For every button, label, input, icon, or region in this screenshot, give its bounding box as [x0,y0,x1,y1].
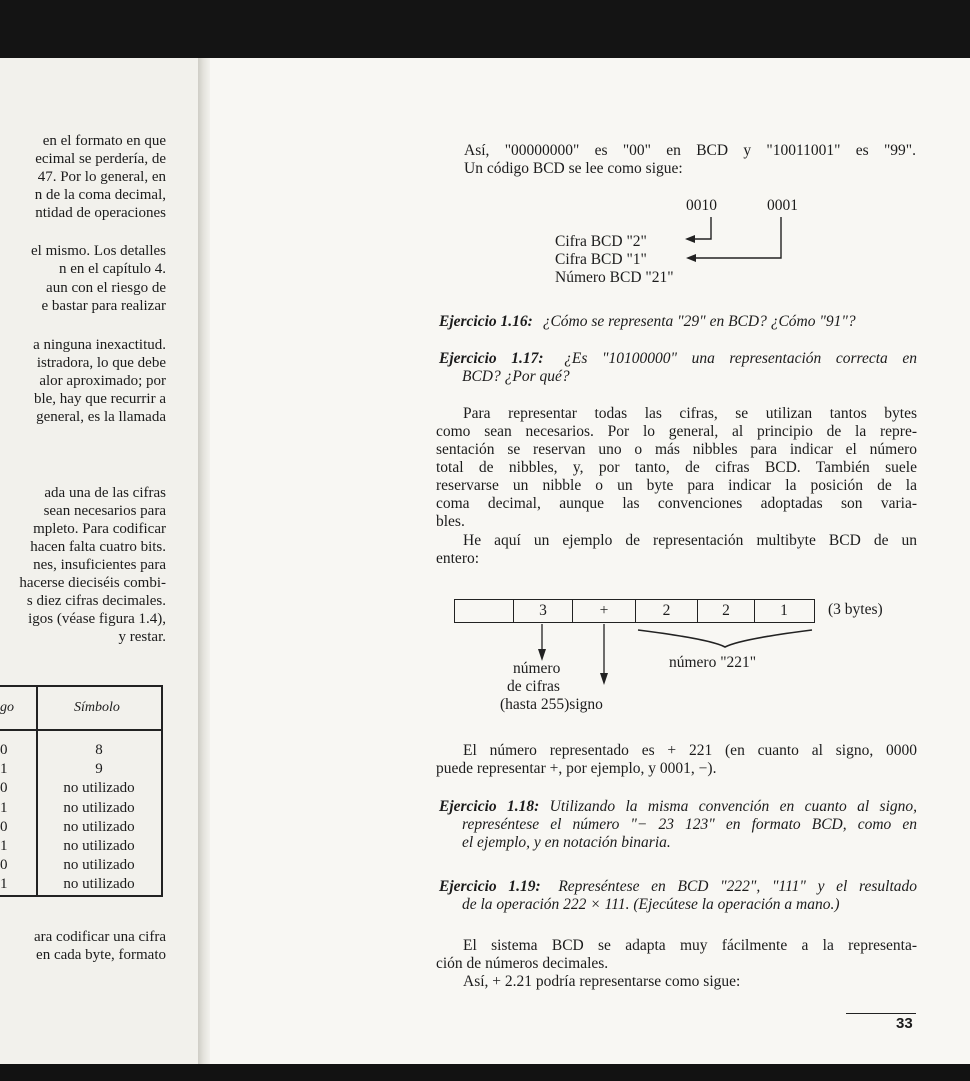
left-text-line: 47. Por lo general, en [37,169,166,185]
left-text-line: alor aproximado; por [39,373,166,389]
nibble-low: 0001 [767,197,798,214]
left-text-line: hacerse dieciséis combi- [19,575,166,591]
left-text-line: e bastar para realizar [41,298,166,314]
nibble-high: 0010 [686,197,717,214]
left-bottom-line: ara codificar una cifra [34,929,166,945]
para1-line-2: como sean necesarios. Por lo general, al principio de la repre- [436,423,917,440]
table-code-cell: 0 [0,857,8,874]
left-text-line: ecimal se perdería, de [35,151,166,167]
left-text-line: general, es la llamada [36,409,166,425]
table-symbol-cell: no utilizado [63,799,135,816]
para1-line-5: reservarse un nibble o un byte para indicar la posición de la [436,477,917,494]
left-text-line: ntidad de operaciones [35,205,166,221]
table-code-cell: 0 [0,780,8,797]
table-header-symbol: Símbolo [74,700,120,715]
left-text-line: n en el capítulo 4. [58,261,166,277]
page-number-rule [846,1013,916,1014]
byte-cell-digit-2b: 2 [698,600,755,622]
left-text-line: igos (véase figura 1.4), [28,611,166,627]
exercise-1-17-label: Ejercicio 1.17: [439,350,544,367]
left-text-line: hacen falta cuatro bits. [30,539,166,555]
table-code-cell: 1 [0,876,8,893]
table-symbol-cell: no utilizado [63,857,135,874]
left-text-line: mpleto. Para codificar [33,521,166,537]
byte-cell-count: 3 [514,600,573,622]
bcd-byte-strip [454,599,815,623]
para2-line-2: entero: [436,550,480,567]
table-code-cell: 0 [0,818,8,835]
exercise-1-18-label: Ejercicio 1.18: [439,798,540,815]
page-number: 33 [896,1015,913,1032]
exercise-1-16 [439,313,856,331]
para1-line-6: coma decimal, aunque las convenciones adoptadas son varia- [436,495,917,512]
label-numero-bcd: Número BCD "21" [555,269,674,286]
symbol-table-header-rule [0,729,161,731]
left-text-line: istradora, lo que debe [36,355,166,371]
para4-line-3: Así, + 2.21 podría representarse como sigue: [463,973,741,990]
left-text-line: en el formato en que [42,133,166,149]
left-text-line: sean necesarios para [43,503,166,519]
para1-line-3: sentación se reservan uno o más nibbles para indicar el número [436,441,917,458]
para3-line-1: El número representado es + 221 (en cuanto al signo, 0000 [463,742,917,759]
para1-line-4: total de nibbles, y, por tanto, de cifras BCD. También suele [436,459,917,476]
left-bottom-line: en cada byte, formato [36,947,166,963]
table-code-cell: 1 [0,799,8,816]
exercise-1-19-label: Ejercicio 1.19: [439,878,541,895]
exercise-1-18 [439,798,917,816]
intro-line-2: Un código BCD se lee como sigue: [464,160,683,177]
top-dark-band [0,0,970,60]
left-text-line: a ninguna inexactitud. [33,337,166,353]
exercise-1-18-line-1: Utilizando la misma convención en cuanto al signo, [549,798,917,815]
left-text-line: ble, hay que recurrir a [33,391,166,407]
exercise-1-17-text-1: ¿Es "10100000" una representación correcta en [564,350,917,367]
table-symbol-cell: no utilizado [63,876,135,893]
para4-line-2: ción de números decimales. [436,955,609,972]
exercise-1-19-line-2: de la operación 222 × 111. (Ejecútese la operación a mano.) [462,896,840,913]
exercise-1-19-line-1: Represéntese en BCD "222", "111" y el resultado [558,878,917,895]
left-text-line: n de la coma decimal, [34,187,166,203]
exercise-1-17 [439,350,917,368]
bcd-arrows [650,213,800,273]
exercise-1-18-line-2: represéntese el número "− 23 123" en formato BCD, como en [462,816,917,833]
left-page [0,58,200,1065]
count-label-1: número [513,660,561,677]
right-page [210,58,970,1065]
byte-cell-digit-2a: 2 [636,600,698,622]
byte-cell-digit-1: 1 [780,602,788,619]
table-code-cell: 1 [0,838,8,854]
exercise-1-16-text: ¿Cómo se representa "29" en BCD? ¿Cómo "91"? [542,313,856,330]
exercise-1-16-label: Ejercicio 1.16: [439,313,533,330]
table-symbol-cell: no utilizado [63,838,135,854]
para4-line-1: El sistema BCD se adapta muy fácilmente a la representa- [463,937,917,954]
left-text-line: el mismo. Los detalles [31,243,166,259]
table-header-code: go [0,700,14,715]
byte-cell-sign: + [573,600,636,622]
label-cifra-2: Cifra BCD "2" [555,233,647,250]
count-label-2: de cifras [507,678,560,695]
bottom-dark-band [0,1064,970,1081]
left-text-line: aun con el riesgo de [46,280,166,296]
exercise-1-17-text-2: BCD? ¿Por qué? [462,368,570,385]
left-text-line: nes, insuficientes para [33,557,166,573]
para1-line-7: bles. [436,513,465,530]
table-symbol-cell: no utilizado [63,780,135,797]
table-code-cell: 1 [0,761,8,778]
left-text-line: s diez cifras decimales. [26,593,166,609]
exercise-1-19 [439,878,917,896]
table-symbol-cell: no utilizado [63,818,135,835]
bytes-label: (3 bytes) [828,601,883,618]
left-text-line: ada una de las cifras [44,485,166,501]
table-code-cell: 0 [0,742,8,758]
intro-line-1: Así, "00000000" es "00" en BCD y "10011001" es "99". [464,142,916,159]
para1-line-1: Para representar todas las cifras, se utilizan tantos bytes [463,405,917,422]
numero-221-label: número "221" [669,654,757,671]
table-symbol-cell: 9 [95,761,103,778]
exercise-1-18-line-3: el ejemplo, y en notación binaria. [462,834,671,851]
para3-line-2: puede representar +, por ejemplo, y 0001, −). [436,760,717,777]
label-cifra-1: Cifra BCD "1" [555,251,647,268]
byte-cell-0 [455,600,514,622]
left-text-line: y restar. [118,629,166,645]
count-label-3: (hasta 255)signo [500,696,603,713]
table-symbol-cell: 8 [95,742,103,758]
para2-line-1: He aquí un ejemplo de representación multibyte BCD de un [463,532,917,549]
